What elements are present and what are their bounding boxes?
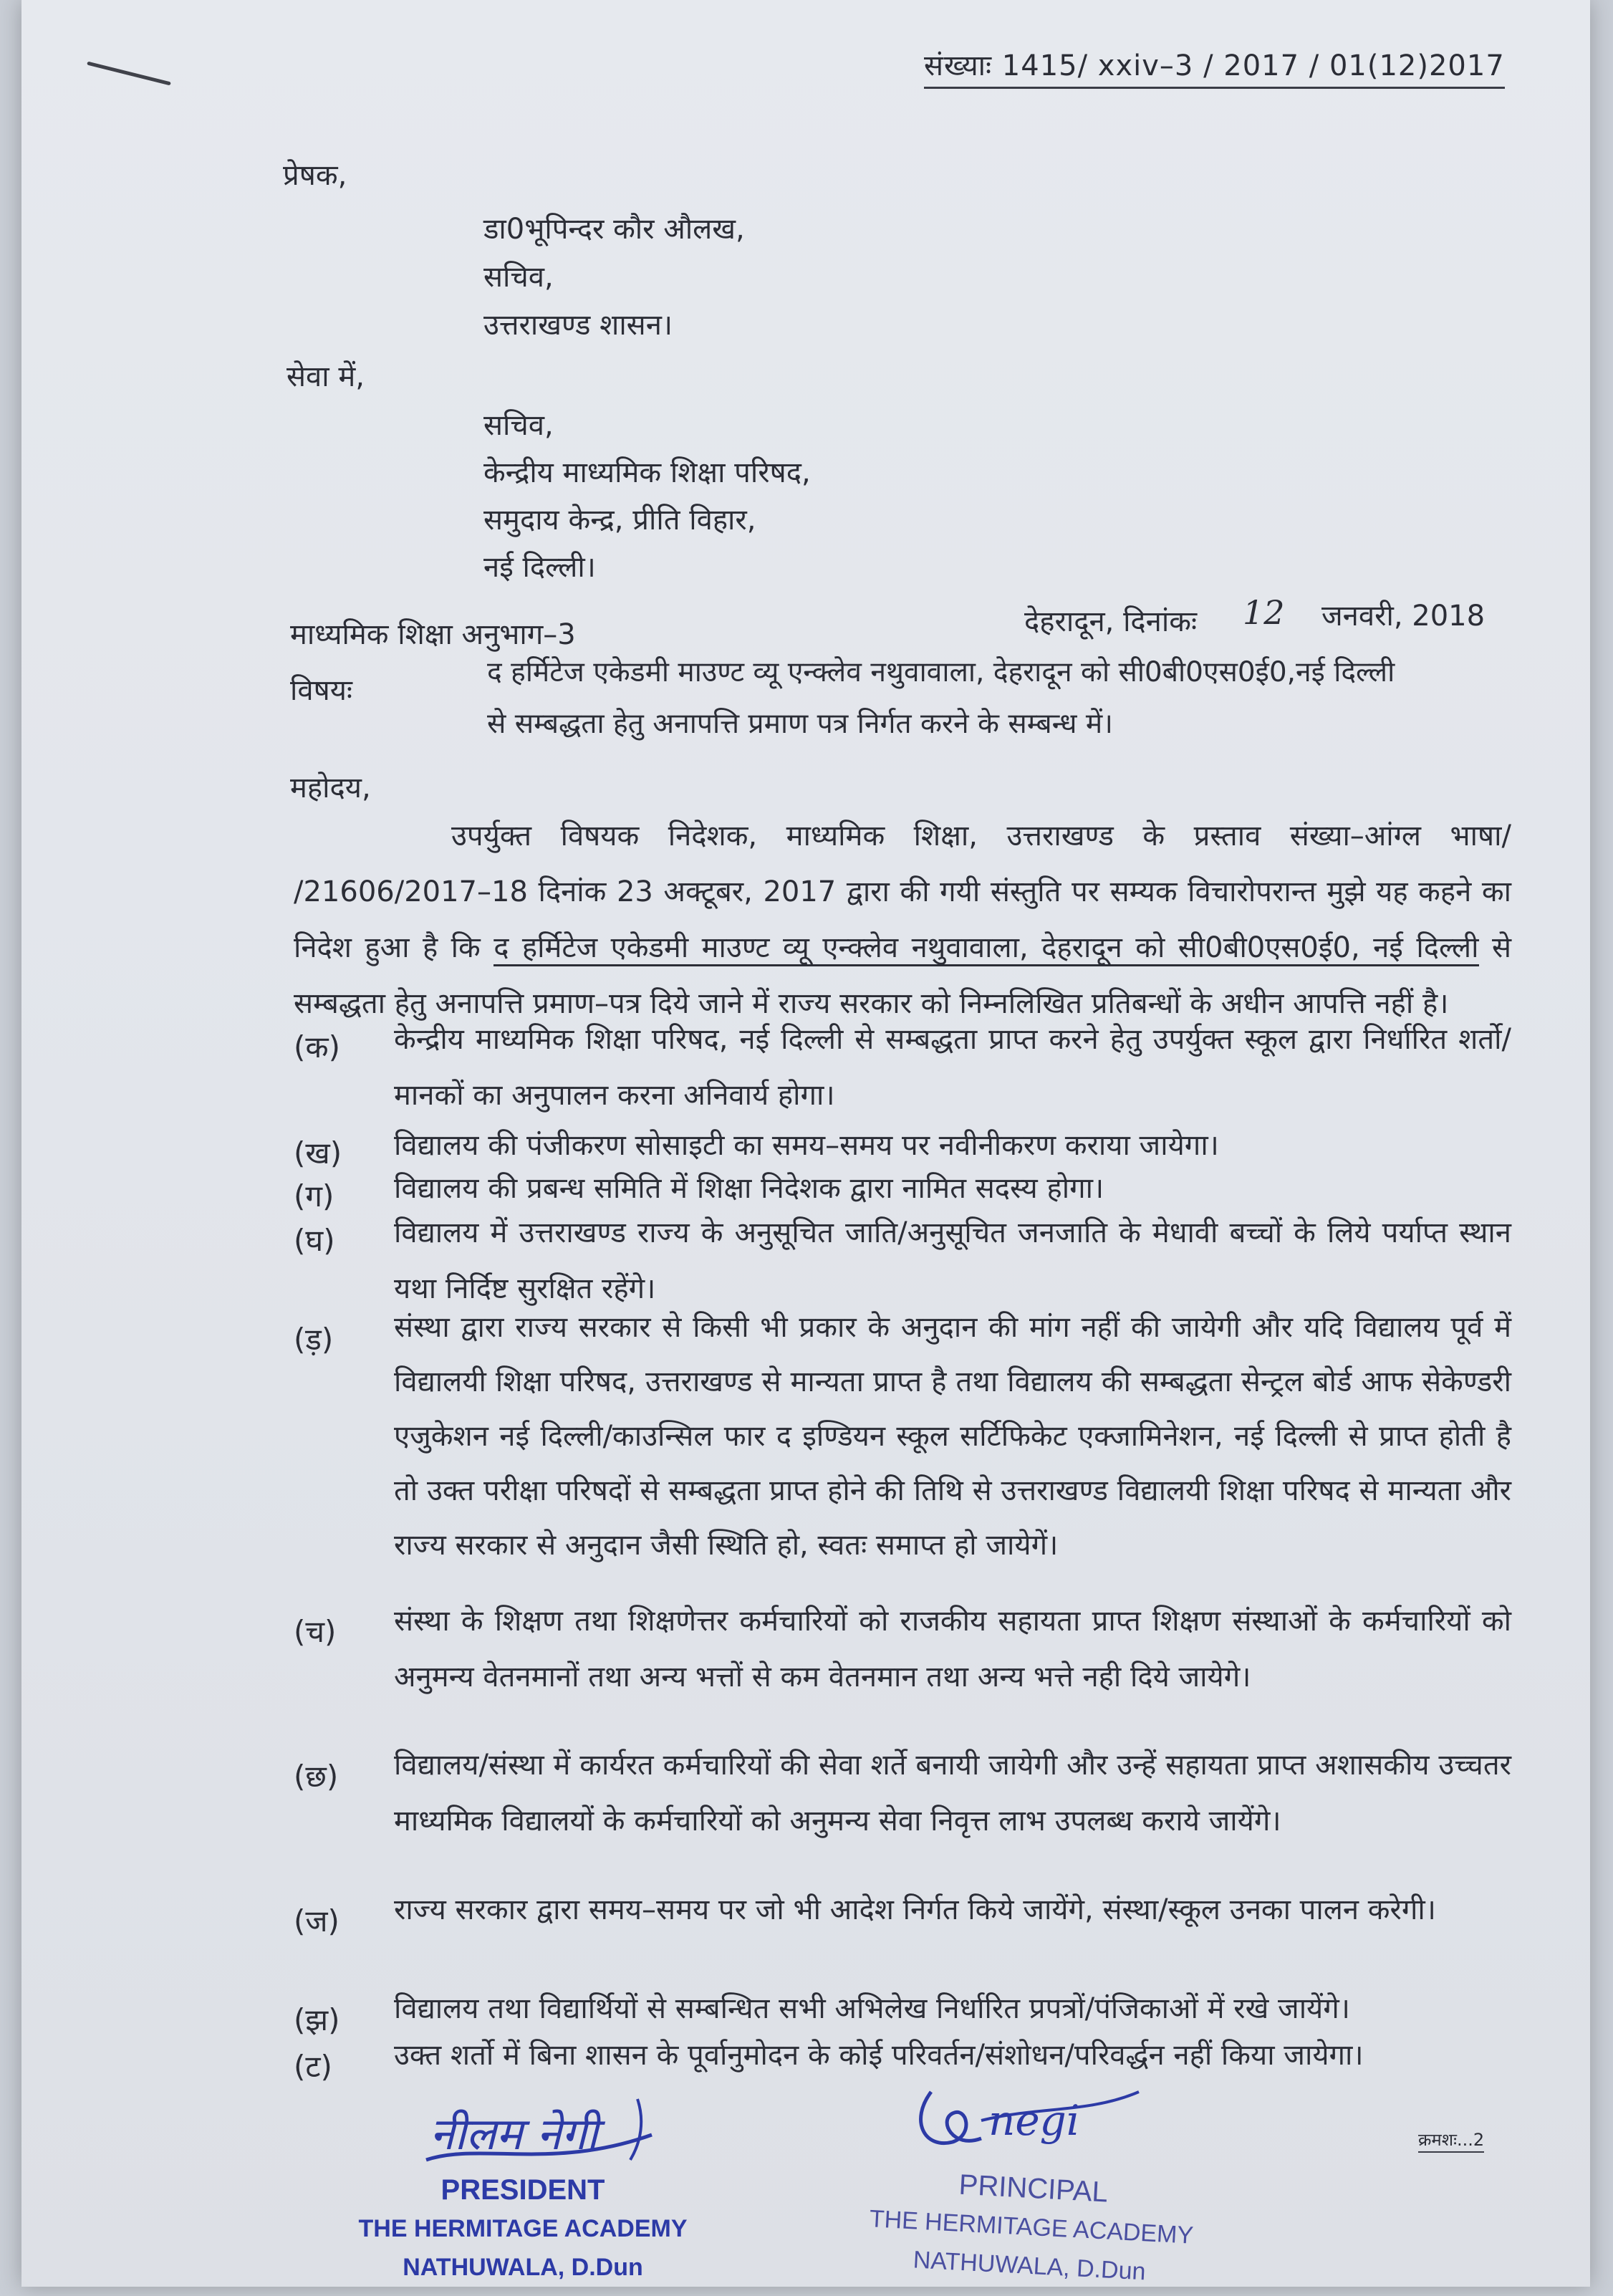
subject-line-1: द हर्मिटेज एकेडमी माउण्ट व्यू एन्क्लेव नथुवावाला, देहरादून को सी0बी0एस0ई0,नई दिल्ली: [487, 656, 1395, 688]
recipient-line-2: केन्द्रीय माध्यमिक शिक्षा परिषद,: [483, 456, 811, 489]
body-outro: से सम्बद्धता हेतु अनापत्ति प्रमाण–पत्र दिये जाने में राज्य सरकार को निम्नलिखित प्रतिबन्धों के अधीन आपत्ति नहीं है।: [294, 931, 1511, 1020]
condition-text-gha: विद्यालय में उत्तराखण्ड राज्य के अनुसूचित जाति/अनुसूचित जनजाति के मेधावी बच्चों के लिये पर्याप्त स्थान यथा निर्दिष्ट सुरक्षित रहेंगे।: [394, 1216, 1511, 1305]
principal-stamp: [828, 2158, 1235, 2295]
president-org: THE HERMITAGE ACADEMY: [358, 2215, 688, 2242]
recipient-line-4: नई दिल्ली।: [483, 551, 596, 584]
subject-label: विषयः: [290, 674, 352, 707]
condition-text-nga: संस्था द्वारा राज्य सरकार से किसी भी प्रकार के अनुदान की मांग नहीं की जायेगी और यदि विद्यालय पूर्व में विद्यालयी शिक्षा परिषद, उत्तराखण्ड से मान्यता प्राप्त है तथा विद्यालय की सम्बद्धता सेन्ट्रल बोर्ड आफ सेकेण्डरी एजुकेशन नई दिल्ली/काउन्सिल फार द इण्डियन स्कूल सर्टिफिकेट एक्जामिनेशन, नई दिल्ली से प्राप्त होती है तो उक्त परीक्षा परिषदों से सम्बद्धता प्राप्त होने की तिथि से उत्तराखण्ड विद्यालयी शिक्षा परिषद से मान्यता और राज्य सरकार से अनुदान जैसी स्थिति हो, स्वतः समाप्त हो जायेगें।: [394, 1311, 1511, 1562]
condition-text-chha: विद्यालय/संस्था में कार्यरत कर्मचारियों की सेवा शर्ते बनायी जायेगी और उन्हें सहायता प्राप्त अशासकीय उच्चतर माध्यमिक विद्यालयों के कर्मचारियों को अनुमन्य सेवा निवृत्त लाभ उपलब्ध कराये जायेंगे।: [394, 1749, 1511, 1838]
principal-role: PRINCIPAL: [958, 2168, 1109, 2209]
subject-line-2: से सम्बद्धता हेतु अनापत्ति प्रमाण पत्र निर्गत करने के सम्बन्ध में।: [487, 708, 1113, 740]
letter-page: [21, 0, 1590, 2287]
condition-text-kha: विद्यालय की पंजीकरण सोसाइटी का समय–समय पर नवीनीकरण कराया जायेगा।: [394, 1129, 1219, 1162]
section-name: माध्यमिक शिक्षा अनुभाग–3: [290, 618, 576, 651]
president-place: NATHUWALA, D.Dun: [403, 2254, 643, 2281]
sender-designation: सचिव,: [483, 261, 554, 294]
continued-note: क्रमशः...2: [1418, 2128, 1484, 2153]
condition-text-cha: संस्था के शिक्षण तथा शिक्षणेत्तर कर्मचारियों को राजकीय सहायता प्राप्त शिक्षण संस्थाओं के कर्मचारियों को अनुमन्य वेतनमानों तथा अन्य भत्तों से कम वेतनमान तथा अन्य भत्ते नही दिये जायेगे।: [394, 1605, 1511, 1694]
condition-text-ta: उक्त शर्तो में बिना शासन के पूर्वानुमोदन के कोई परिवर्तन/संशोधन/परिवर्द्धन नहीं किया जायेगा।: [394, 2039, 1364, 2072]
body-intro: उपर्युक्त विषयक निदेशक, माध्यमिक शिक्षा, उत्तराखण्ड के प्रस्ताव संख्या–आंग्ल भाषा/ /21606/2017–18 दिनांक 23 अक्टूबर, 2017 द्वारा की गयी संस्तुति पर सम्यक विचारोपरान्त मुझे यह कहने का निदेश हुआ है कि: [294, 820, 1511, 964]
school-name-underlined: द हर्मिटेज एकेडमी माउण्ट व्यू एन्क्लेव नथुवावाला, देहरादून को सी0बी0एस0ई0, नई दिल्ली: [493, 931, 1478, 966]
president-stamp: [322, 2171, 723, 2287]
date-month-year: जनवरी, 2018: [1321, 600, 1486, 633]
condition-label-cha: (च): [294, 1614, 337, 1649]
sender-label: प्रेषक,: [283, 159, 347, 192]
reference-number: संख्याः 1415/ xxiv–3 / 2017 / 01(12)2017: [924, 44, 1505, 89]
condition-label-gha: (घ): [294, 1223, 335, 1258]
date-day: 12: [1243, 593, 1285, 632]
pen-mark: [87, 62, 171, 86]
condition-label-ta: (ट): [294, 2049, 332, 2084]
salutation: महोदय,: [290, 772, 371, 804]
recipient-line-1: सचिव,: [483, 409, 554, 442]
condition-label-ja: (ज): [294, 1903, 340, 1939]
principal-signature-text: negi: [988, 2096, 1080, 2145]
principal-org: THE HERMITAGE ACADEMY: [868, 2205, 1195, 2249]
president-role: PRESIDENT: [440, 2174, 605, 2206]
principal-signature: [910, 2078, 1146, 2163]
president-signature: [423, 2092, 659, 2178]
place-date-label: देहरादून, दिनांकः: [1024, 605, 1198, 638]
principal-place: NATHUWALA, D.Dun: [912, 2246, 1147, 2286]
condition-label-nga: (ड़): [294, 1322, 334, 1357]
condition-label-ka: (क): [294, 1029, 341, 1065]
condition-text-ka: केन्द्रीय माध्यमिक शिक्षा परिषद, नई दिल्ली से सम्बद्धता प्राप्त करने हेतु उपर्युक्त स्कूल द्वारा निर्धारित शर्तो/मानकों का अनुपालन करना अनिवार्य होगा।: [394, 1023, 1511, 1112]
condition-label-chha: (छ): [294, 1759, 339, 1794]
body-paragraph: [294, 808, 1511, 1032]
recipient-line-3: समुदाय केन्द्र, प्रीति विहार,: [483, 504, 756, 537]
condition-label-jha: (झ): [294, 2002, 340, 2037]
condition-label-kha: (ख): [294, 1135, 342, 1171]
president-signature-text: नीलम नेगी: [430, 2108, 598, 2160]
recipient-label: सेवा में,: [287, 360, 365, 393]
condition-text-jha: विद्यालय तथा विद्यार्थियों से सम्बन्धित सभी अभिलेख निर्धारित प्रपत्रों/पंजिकाओं में रखे जायेंगे।: [394, 1992, 1350, 2025]
condition-text-ga: विद्यालय की प्रबन्ध समिति में शिक्षा निदेशक द्वारा नामित सदस्य होगा।: [394, 1172, 1104, 1205]
condition-text-ja: राज्य सरकार द्वारा समय–समय पर जो भी आदेश निर्गत किये जायेंगे, संस्था/स्कूल उनका पालन करेगी।: [394, 1893, 1436, 1926]
condition-label-ga: (ग): [294, 1178, 334, 1214]
sender-name: डा0भूपिन्दर कौर औलख,: [483, 213, 745, 246]
sender-office: उत्तराखण्ड शासन।: [483, 309, 673, 342]
